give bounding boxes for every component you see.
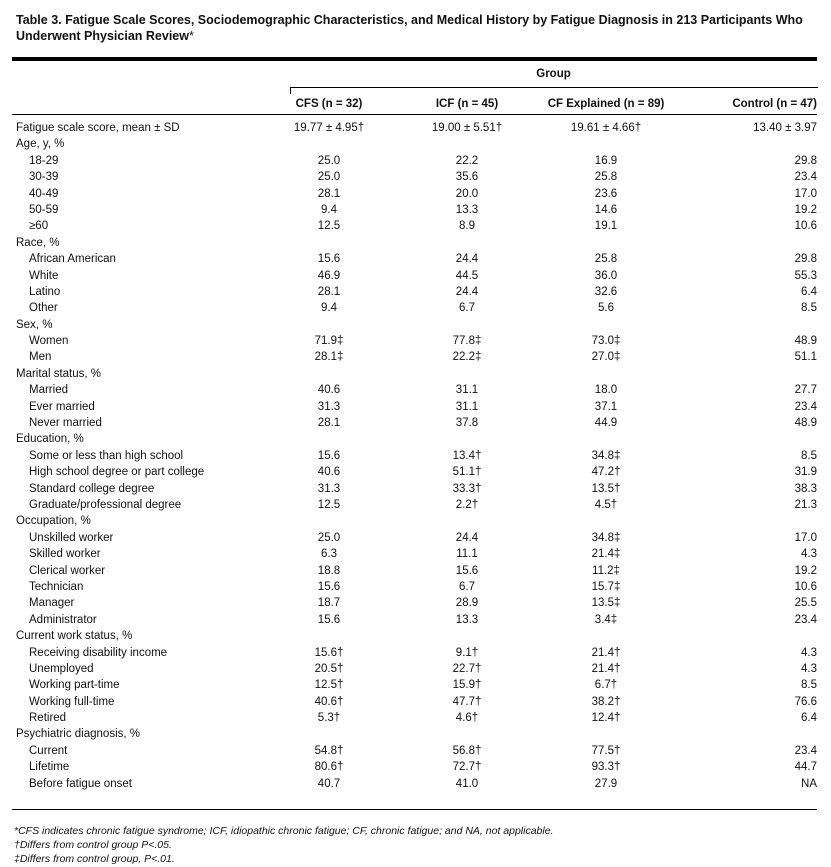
cell-cf-explained: 13.5† [591,482,621,495]
table-title: Table 3. Fatigue Scale Scores, Sociodemographic Characteristics, and Medical History by Fatigue Diagnosis in 213 Participants Who Underwent Physician Review [16,13,803,43]
cell-cfs: 25.0 [317,154,341,167]
row-label: Women [29,335,69,348]
category-label: Current work status, % [16,630,133,643]
column-header-icf: ICF (n = 45) [435,98,499,110]
cell-cf-explained: 14.6 [594,203,618,216]
row-label: 30-39 [29,171,59,184]
cell-cf-explained: 6.7† [594,679,618,692]
row-label: Unemployed [29,662,94,675]
cell-cfs: 25.0 [317,531,341,544]
cell-control: 19.2 [794,203,817,216]
cell-cf-explained: 47.2† [591,466,621,479]
cell-cf-explained: 3.4‡ [594,613,618,626]
cell-cfs: 80.6† [314,761,344,774]
cell-cf-explained: 38.2† [591,695,621,708]
cell-control: 17.0 [794,187,817,200]
cell-cf-explained: 27.9 [594,777,618,790]
cell-icf: 33.3† [452,482,482,495]
cell-control: 27.7 [794,384,817,397]
cell-cf-explained: 34.8‡ [591,531,621,544]
category-label: Age, y, % [16,138,65,151]
category-label: Race, % [16,236,60,249]
cell-cf-explained: 21.4† [591,662,621,675]
category-label: Education, % [16,433,84,446]
cell-icf: 31.1 [455,400,479,413]
table-row [12,416,817,432]
cell-icf: 72.7† [452,761,482,774]
cell-icf: 13.3 [455,613,479,626]
cell-icf: 35.6 [455,171,479,184]
table-row [12,498,817,514]
footnote-abbreviations: *CFS indicates chronic fatigue syndrome; ICF, idiopathic chronic fatigue; CF, chronic fatigue; and NA, not applicable. [14,825,554,837]
cell-icf: 24.4 [455,253,479,266]
row-label: Some or less than high school [29,449,184,462]
cell-icf: 24.4 [455,285,479,298]
cell-control: 19.2 [794,564,817,577]
cell-cfs: 12.5† [314,679,344,692]
cell-cfs: 15.6 [317,613,341,626]
cell-control: 31.9 [794,466,817,479]
table-row [12,596,817,612]
cell-cf-explained: 16.9 [594,154,618,167]
cell-control: 76.6 [794,695,817,708]
top-rule [12,57,817,61]
cell-control: 38.3 [794,482,817,495]
table-row [12,711,817,727]
category-row [12,514,817,530]
cell-control: 10.6 [794,580,817,593]
cell-icf: 20.0 [455,187,479,200]
cell-control: 21.3 [794,498,817,511]
cell-control: 4.3 [801,662,817,675]
cell-cf-explained: 13.5‡ [591,597,621,610]
cell-control: 29.8 [794,154,817,167]
row-label: 50-59 [29,203,59,216]
cell-cfs: 18.8 [317,564,341,577]
table-row [12,777,817,793]
cell-cf-explained: 23.6 [594,187,618,200]
table-title-footnote-marker: * [188,29,194,43]
cell-icf: 8.9 [459,220,475,233]
table-row [12,646,817,662]
table-row [12,252,817,268]
cell-icf: 22.2‡ [452,351,482,364]
row-label: Receiving disability income [29,646,168,659]
cell-icf: 6.7 [459,580,475,593]
cell-cfs: 15.6† [314,646,344,659]
cell-cfs: 12.5 [317,498,341,511]
cell-control: 17.0 [794,531,817,544]
cell-cfs: 40.6 [317,384,341,397]
footnotes [14,824,814,866]
table-row [12,662,817,678]
cell-cf-explained: 19.1 [594,220,618,233]
cell-icf: 2.2† [455,498,479,511]
cell-cfs: 20.5† [314,662,344,675]
cell-control: 8.5 [801,679,817,692]
cell-cfs: 54.8† [314,744,344,757]
cell-icf: 6.7 [459,302,475,315]
cell-control: 48.9 [794,335,817,348]
cell-control: 6.4 [801,285,817,298]
bottom-rule [12,809,817,810]
cell-cfs: 9.4 [321,302,337,315]
cell-icf: 51.1† [452,466,482,479]
column-header-control: Control (n = 47) [732,98,817,110]
table-row [12,482,817,498]
cell-icf: 37.8 [455,417,479,430]
cell-cf-explained: 4.5† [594,498,618,511]
row-label: Working full-time [29,695,115,708]
table-row [12,744,817,760]
footnote-p05: †Differs from control group P<.05. [14,839,172,851]
cell-cf-explained: 15.7‡ [591,580,621,593]
table-row [12,465,817,481]
cell-cfs: 15.6 [317,580,341,593]
cell-cf-explained: 34.8‡ [591,449,621,462]
cell-cf-explained: 11.2‡ [592,564,620,577]
row-label: Technician [29,580,84,593]
table-row [12,531,817,547]
cell-cf-explained: 5.6 [598,302,614,315]
table-body [12,121,817,793]
cell-control: 23.4 [794,744,817,757]
cell-cfs: 19.77 ± 4.95† [293,122,365,134]
cell-icf: 22.2 [455,154,479,167]
cell-control: NA [801,777,817,790]
cell-cfs: 28.1 [317,187,341,200]
cell-cfs: 15.6 [317,253,341,266]
row-label: Skilled worker [29,548,101,561]
cell-cfs: 28.1 [317,285,341,298]
category-label: Occupation, % [16,515,91,528]
cell-cfs: 31.3 [317,400,341,413]
cell-cfs: 46.9 [317,269,341,282]
row-label: Ever married [29,400,95,413]
category-row [12,367,817,383]
cell-cf-explained: 12.4† [591,712,621,725]
category-row [12,236,817,252]
cell-control: 4.3 [801,646,817,659]
cell-icf: 31.1 [455,384,479,397]
table-row [12,695,817,711]
cell-icf: 41.0 [455,777,479,790]
row-label: Other [29,302,58,315]
table-row [12,350,817,366]
row-label: White [29,269,59,282]
table-row [12,203,817,219]
cell-icf: 15.9† [452,679,482,692]
cell-cfs: 31.3 [317,482,341,495]
table-row [12,154,817,170]
row-label: 18-29 [29,154,59,167]
cell-cfs: 6.3 [321,548,337,561]
category-label: Marital status, % [16,367,101,380]
cell-control: 10.6 [794,220,817,233]
cell-control: 6.4 [801,712,817,725]
table-row [12,285,817,301]
column-header-cf-explained: CF Explained (n = 89) [547,98,665,110]
row-label: Before fatigue onset [29,777,132,790]
row-label: Lifetime [29,761,70,774]
table-row [12,170,817,186]
cell-cfs: 71.9‡ [314,335,344,348]
footnote-p01: ‡Differs from control group, P<.01. [14,853,175,865]
cell-cfs: 18.7 [317,597,341,610]
cell-control: 55.3 [794,269,817,282]
row-label: Manager [29,597,75,610]
row-label: Current [29,744,68,757]
cell-icf: 28.9 [455,597,479,610]
cell-cfs: 25.0 [317,171,341,184]
cell-control: 29.8 [794,253,817,266]
cell-icf: 44.5 [455,269,479,282]
cell-cf-explained: 77.5† [591,744,621,757]
cell-control: 44.7 [794,761,817,774]
category-row [12,432,817,448]
cell-cf-explained: 18.0 [594,384,618,397]
row-label: Standard college degree [29,482,155,495]
cell-icf: 11.1 [456,548,478,561]
category-row [12,727,817,743]
cell-cf-explained: 21.4‡ [591,548,621,561]
cell-cf-explained: 27.0‡ [591,351,621,364]
cell-control: 48.9 [794,417,817,430]
table-row [12,580,817,596]
cell-cfs: 9.4 [321,203,337,216]
table-row [12,400,817,416]
cell-cfs: 28.1‡ [314,351,344,364]
table-row [12,383,817,399]
row-label: ≥60 [29,220,49,233]
cell-icf: 77.8‡ [452,335,482,348]
table-row [12,564,817,580]
cell-control: 51.1 [794,351,817,364]
cell-control: 4.3 [801,548,817,561]
cell-cfs: 40.7 [317,777,341,790]
table-row [12,219,817,235]
cell-cf-explained: 25.8 [594,171,618,184]
column-headers [12,98,817,112]
category-row [12,318,817,334]
category-row [12,137,817,153]
category-label: Psychiatric diagnosis, % [16,728,140,741]
category-row [12,629,817,645]
row-label: Never married [29,417,102,430]
cell-icf: 22.7† [452,662,482,675]
cell-cf-explained: 21.4† [591,646,621,659]
cell-cf-explained: 25.8 [594,253,618,266]
table-row [12,449,817,465]
row-label: Administrator [29,613,97,626]
table-caption [16,12,816,44]
cell-icf: 56.8† [452,744,482,757]
cell-cf-explained: 19.61 ± 4.66† [570,122,642,134]
cell-icf: 47.7† [452,695,482,708]
cell-cfs: 28.1 [317,417,341,430]
cell-control: 23.4 [794,171,817,184]
table-row [12,678,817,694]
row-label: Latino [29,285,61,298]
cell-control: 8.5 [801,302,817,315]
cell-cf-explained: 36.0 [594,269,618,282]
cell-cf-explained: 32.6 [594,285,618,298]
table-row [12,334,817,350]
cell-icf: 15.6 [455,564,479,577]
cell-icf: 24.4 [455,531,479,544]
table-row [12,187,817,203]
cell-cfs: 40.6† [314,695,344,708]
row-label: Clerical worker [29,564,106,577]
row-label: Working part-time [29,679,120,692]
group-header: Group [536,68,571,80]
cell-control: 13.40 ± 3.97 [753,122,817,134]
cell-cfs: 12.5 [317,220,341,233]
cell-icf: 19.00 ± 5.51† [431,122,503,134]
header-rule [12,114,817,115]
cell-cfs: 15.6 [317,449,341,462]
cell-cf-explained: 44.9 [594,417,618,430]
cell-cf-explained: 73.0‡ [591,335,621,348]
cell-control: 23.4 [794,400,817,413]
cell-cf-explained: 37.1 [594,400,618,413]
table-row [12,547,817,563]
cell-control: 23.4 [794,613,817,626]
table-row [12,613,817,629]
cell-cfs: 40.6 [317,466,341,479]
cell-cf-explained: 93.3† [591,761,621,774]
cell-icf: 13.4† [452,449,482,462]
row-label: African American [29,253,116,266]
cell-control: 8.5 [801,449,817,462]
group-bracket-line [290,87,818,94]
category-label: Sex, % [16,318,53,331]
row-label: Married [29,384,68,397]
row-label: High school degree or part college [29,466,205,479]
row-label: Men [29,351,52,364]
cell-cfs: 5.3† [317,712,341,725]
cell-control: 25.5 [794,597,817,610]
table-row [12,301,817,317]
cell-icf: 13.3 [455,203,479,216]
table-row [12,269,817,285]
row-label: Retired [29,712,67,725]
row-label: 40-49 [29,187,59,200]
column-header-cfs: CFS (n = 32) [295,98,363,110]
row-label: Unskilled worker [29,531,114,544]
table-row [12,121,817,137]
table-row [12,760,817,776]
row-label: Graduate/professional degree [29,498,182,511]
row-label: Fatigue scale score, mean ± SD [16,122,180,134]
cell-icf: 9.1† [455,646,479,659]
cell-icf: 4.6† [455,712,479,725]
